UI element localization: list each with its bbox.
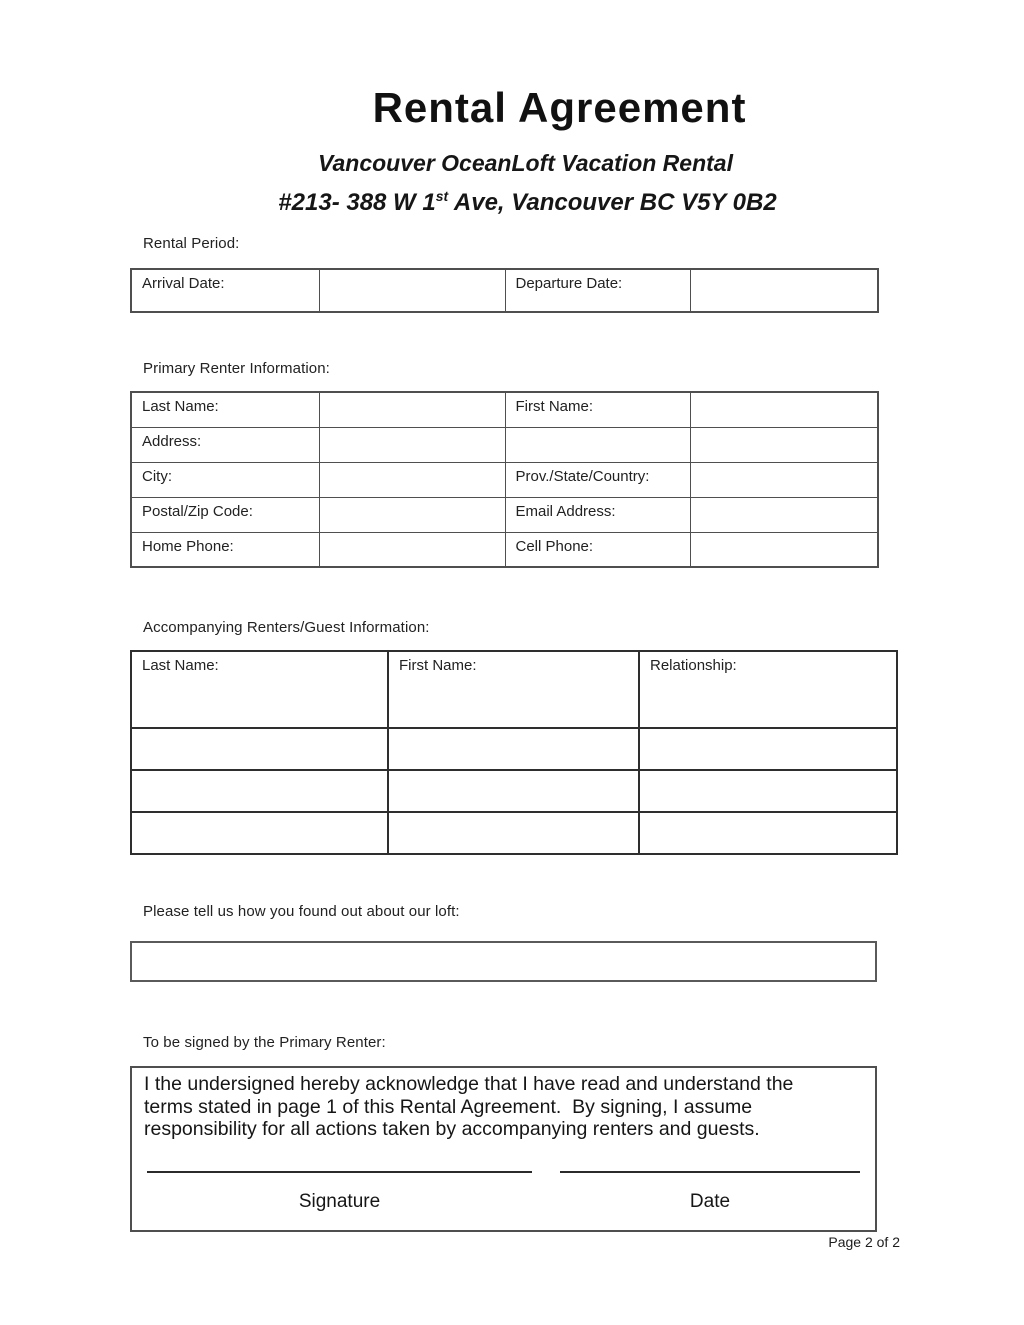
date-label: Date (689, 1191, 731, 1212)
acknowledgment-box (130, 1066, 877, 1232)
email-label-cell: Email Address: (505, 497, 690, 532)
guest-relationship-input-cell[interactable] (639, 728, 897, 770)
rental-period-section-label: Rental Period: (143, 235, 240, 252)
address-input-cell-3[interactable] (690, 427, 878, 462)
departure-date-input-cell[interactable] (690, 269, 878, 312)
address-prefix: #213- 388 W 1 (278, 189, 436, 216)
guest-first-name-input-cell[interactable] (388, 770, 639, 812)
guests-table (130, 650, 898, 855)
table-row (131, 462, 878, 497)
departure-date-label-cell: Departure Date: (505, 269, 690, 312)
last-name-label-cell: Last Name: (131, 392, 319, 427)
arrival-date-label-cell: Arrival Date: (131, 269, 319, 312)
table-row (131, 497, 878, 532)
guest-last-name-header-cell: Last Name: (131, 651, 388, 728)
cell-phone-input-cell[interactable] (690, 532, 878, 567)
signature-line[interactable] (147, 1171, 532, 1173)
address-input-cell[interactable] (319, 427, 505, 462)
guest-row (131, 812, 897, 854)
accompanying-section-label: Accompanying Renters/Guest Information: (143, 619, 430, 636)
address-ordinal-superscript: st (435, 188, 449, 204)
referral-section-label: Please tell us how you found out about our loft: (143, 903, 460, 920)
document-title: Rental Agreement (372, 84, 747, 131)
guest-last-name-input-cell[interactable] (131, 728, 388, 770)
address-input-cell-2[interactable] (505, 427, 690, 462)
guest-first-name-header-cell: First Name: (388, 651, 639, 728)
date-block (560, 1171, 860, 1213)
email-input-cell[interactable] (690, 497, 878, 532)
guest-row (131, 770, 897, 812)
property-address (145, 189, 910, 217)
guest-relationship-input-cell[interactable] (639, 770, 897, 812)
first-name-label-cell: First Name: (505, 392, 690, 427)
guest-last-name-input-cell[interactable] (131, 812, 388, 854)
guest-row (131, 728, 897, 770)
document-subtitle: Vancouver OceanLoft Vacation Rental (318, 150, 733, 176)
referral-input-box[interactable] (130, 941, 877, 982)
home-phone-label-cell: Home Phone: (131, 532, 319, 567)
primary-renter-table (130, 391, 879, 568)
page-indicator: Page 2 of 2 (828, 1234, 900, 1250)
signature-section-label: To be signed by the Primary Renter: (143, 1034, 386, 1051)
rental-period-table (130, 268, 879, 313)
last-name-input-cell[interactable] (319, 392, 505, 427)
home-phone-input-cell[interactable] (319, 532, 505, 567)
guest-relationship-input-cell[interactable] (639, 812, 897, 854)
signature-block (147, 1171, 532, 1213)
acknowledgment-text: I the undersigned hereby acknowledge that I have read and understand the terms stated in page 1 of this Rental Agreement. By signing, I assume responsibility for all actions taken by accompanying renters and guests. (144, 1073, 799, 1140)
date-line[interactable] (560, 1171, 860, 1173)
cell-phone-label-cell: Cell Phone: (505, 532, 690, 567)
postal-zip-input-cell[interactable] (319, 497, 505, 532)
city-label-cell: City: (131, 462, 319, 497)
primary-renter-section-label: Primary Renter Information: (143, 360, 330, 377)
prov-state-country-label-cell: Prov./State/Country: (505, 462, 690, 497)
postal-zip-label-cell: Postal/Zip Code: (131, 497, 319, 532)
address-label-cell: Address: (131, 427, 319, 462)
table-row (131, 392, 878, 427)
address-suffix: Ave, Vancouver BC V5Y 0B2 (448, 189, 777, 216)
guest-last-name-input-cell[interactable] (131, 770, 388, 812)
prov-state-country-input-cell[interactable] (690, 462, 878, 497)
table-row (131, 532, 878, 567)
guest-first-name-input-cell[interactable] (388, 728, 639, 770)
rental-period-row (131, 269, 878, 312)
guests-header-row (131, 651, 897, 728)
first-name-input-cell[interactable] (690, 392, 878, 427)
signature-label: Signature (298, 1191, 381, 1212)
guest-first-name-input-cell[interactable] (388, 812, 639, 854)
guest-relationship-header-cell: Relationship: (639, 651, 897, 728)
signature-lines-row (147, 1171, 860, 1213)
table-row (131, 427, 878, 462)
city-input-cell[interactable] (319, 462, 505, 497)
arrival-date-input-cell[interactable] (319, 269, 505, 312)
